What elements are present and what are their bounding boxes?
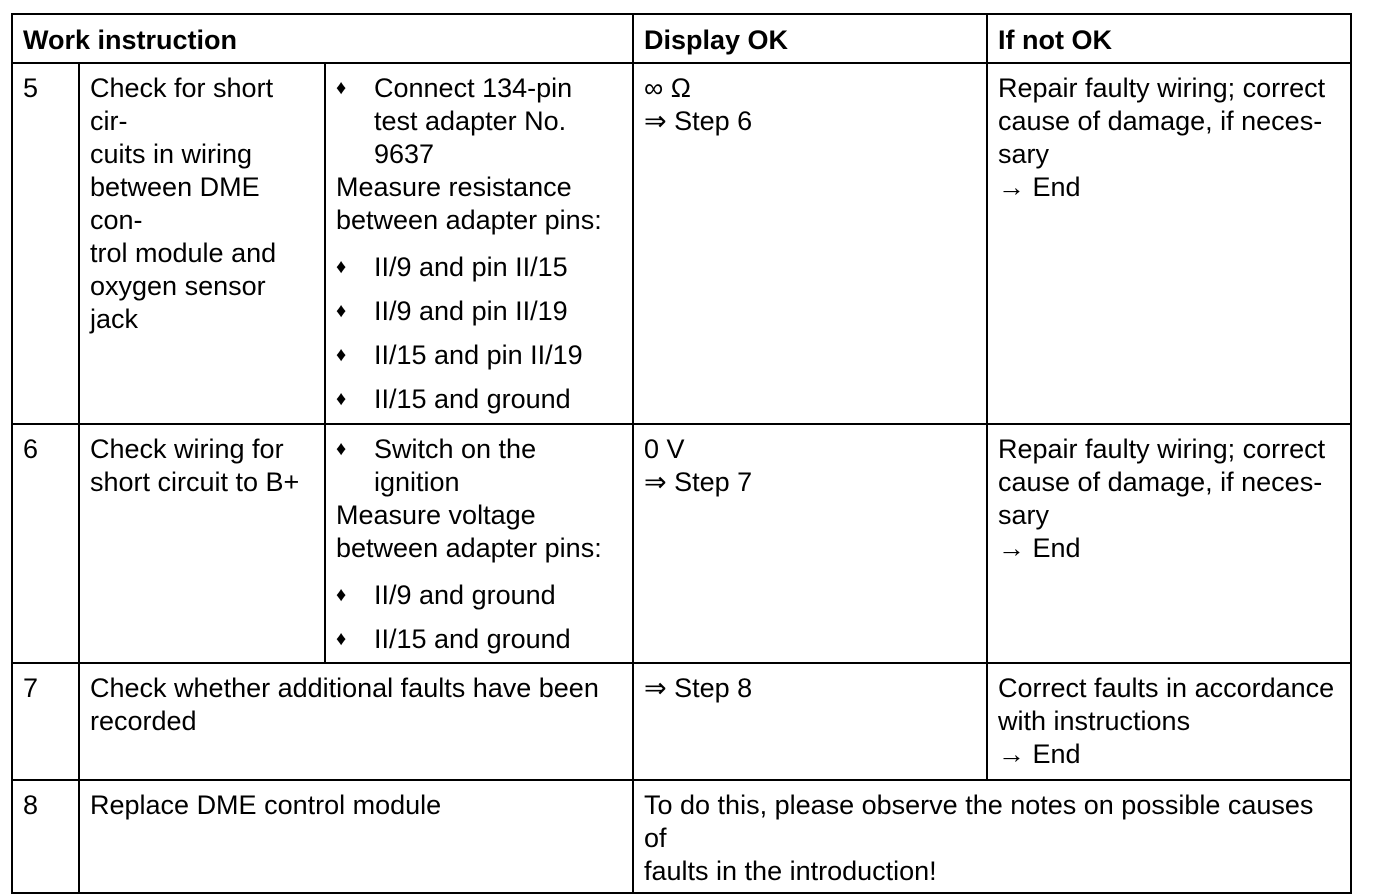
display-ok-cell: ∞ Ω ⇒ Step 6 (633, 63, 987, 424)
if-not-ok-cell: Repair faulty wiring; correct cause of damage, if neces- sary → End (987, 424, 1351, 663)
if-not-ok-cell: Repair faulty wiring; correct cause of damage, if neces- sary → End (987, 63, 1351, 424)
procedure-cell (325, 63, 633, 424)
work-instruction-table (11, 13, 1352, 894)
header-work-instruction: Work instruction (12, 14, 633, 63)
measure-text: Measure voltage between adapter pins: (336, 500, 602, 563)
task-text: Check whether additional faults have been recorded (79, 663, 633, 780)
step-number: 6 (12, 424, 79, 663)
display-ok-cell: ⇒ Step 8 (633, 663, 987, 780)
procedure-cell (325, 424, 633, 663)
pin-item: ♦ II/15 and ground (336, 383, 622, 416)
if-not-ok-cell: Correct faults in accordance with instructions → End (987, 663, 1351, 780)
pin-item: ♦ II/15 and ground (336, 623, 622, 656)
pin-item: ♦ II/9 and pin II/15 (336, 251, 622, 284)
task-text: Replace DME control module (79, 780, 633, 893)
display-ok-cell: 0 V ⇒ Step 7 (633, 424, 987, 663)
note-cell: To do this, please observe the notes on possible causes of faults in the introduction! (633, 780, 1351, 893)
pin-item: ♦ II/9 and ground (336, 579, 622, 612)
header-display-ok: Display OK (633, 14, 987, 63)
table-row (12, 663, 1351, 780)
pin-item: ♦ II/9 and pin II/19 (336, 295, 622, 328)
task-text: Check for short cir- cuits in wiring between DME con- trol module and oxygen sensor jack (79, 63, 325, 424)
header-row (12, 14, 1351, 63)
step-number: 7 (12, 663, 79, 780)
step-number: 5 (12, 63, 79, 424)
header-if-not-ok: If not OK (987, 14, 1351, 63)
prep-bullet: ♦ Switch on the ignition (336, 433, 622, 499)
table-row (12, 424, 1351, 663)
pin-item: ♦ II/15 and pin II/19 (336, 339, 622, 372)
table-row (12, 780, 1351, 893)
task-text: Check wiring for short circuit to B+ (79, 424, 325, 663)
step-number: 8 (12, 780, 79, 893)
prep-bullet: ♦ Connect 134-pin test adapter No. 9637 (336, 72, 622, 171)
measure-text: Measure resistance between adapter pins: (336, 172, 602, 235)
table-row (12, 63, 1351, 424)
